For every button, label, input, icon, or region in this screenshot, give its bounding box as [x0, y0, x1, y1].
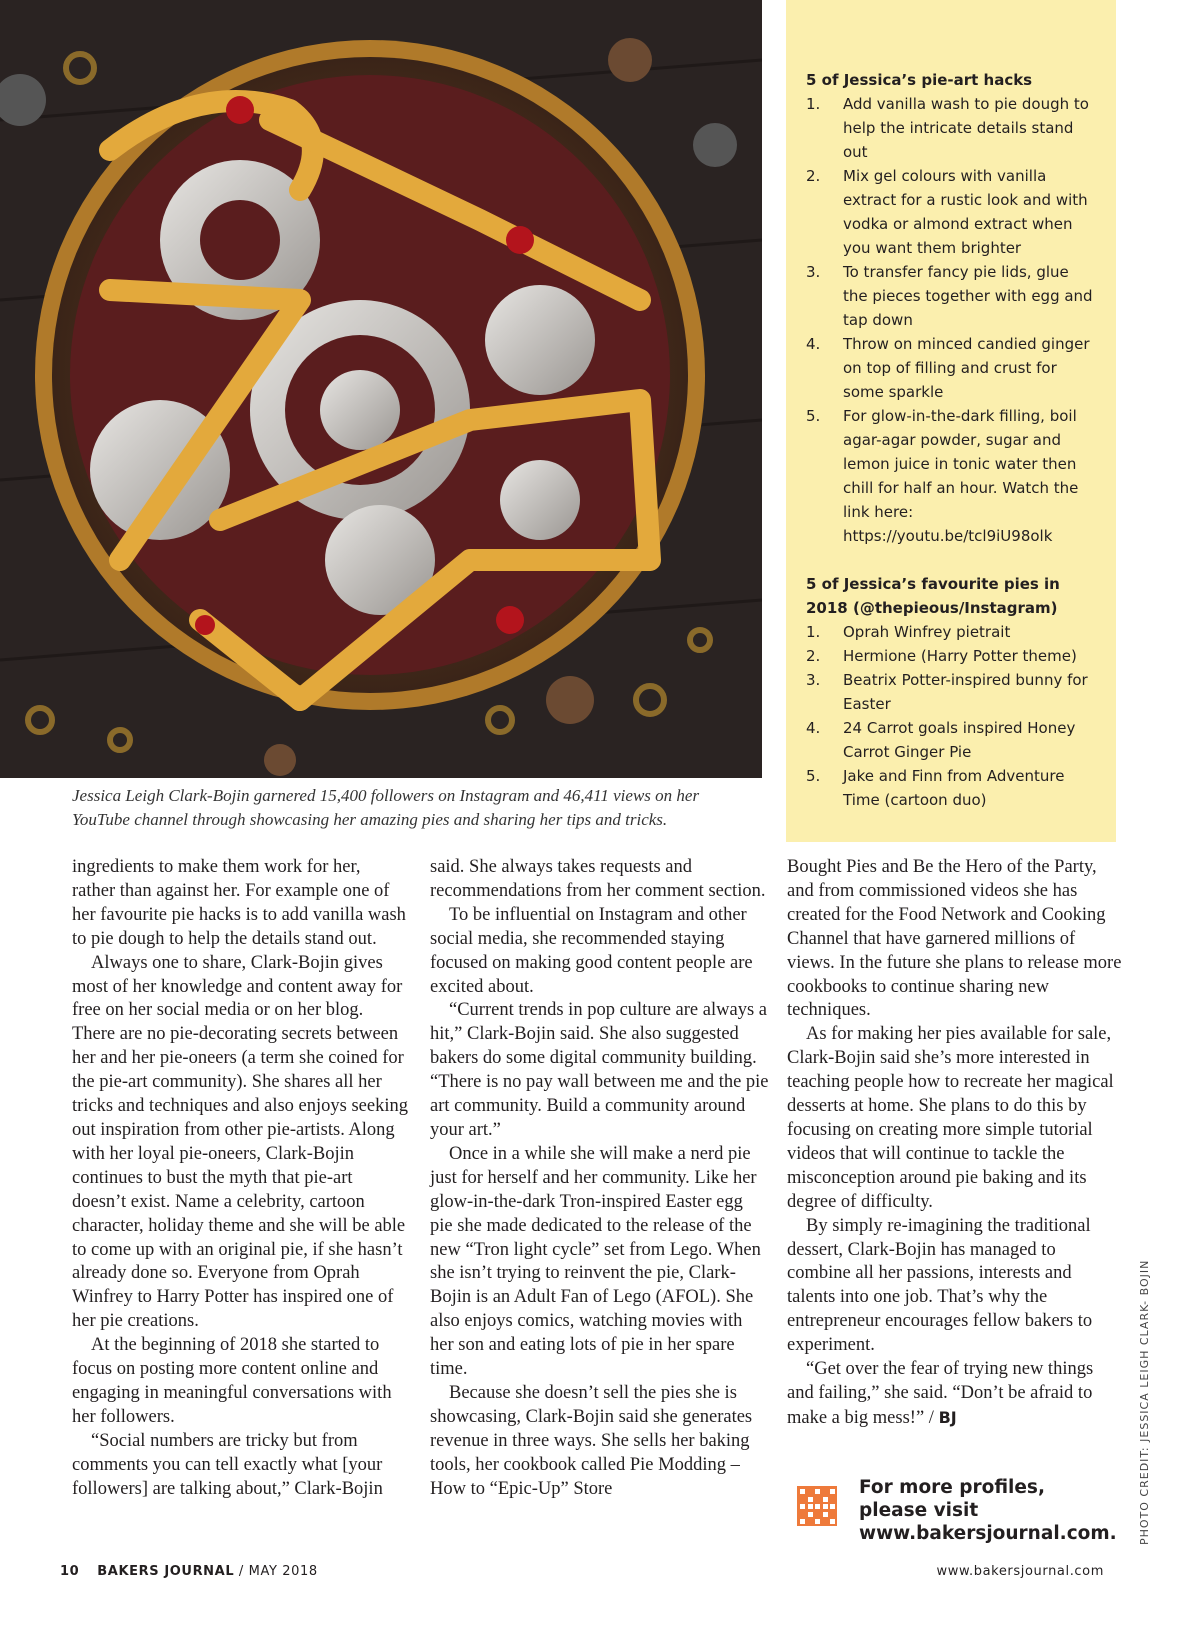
list-item: [806, 260, 1096, 332]
page-number: 10: [60, 1564, 80, 1579]
grid-icon-dot: [808, 1504, 813, 1509]
list-item: [806, 764, 1096, 812]
hacks-list: [806, 92, 1096, 548]
list-item: [806, 404, 1096, 548]
closing-quote: “Get over the fear of trying new things and failing,” she said. “Don’t be afraid to make a big mess!” /: [787, 1359, 1094, 1428]
list-number: 5.: [806, 767, 821, 785]
list-text: For glow-in-the-dark filling, boil agar-agar powder, sugar and lemon juice in tonic water then chill for half an hour. Watch the link here: https://youtu.be/tcl9iU98olk: [843, 407, 1079, 545]
list-text: Oprah Winfrey pietrait: [843, 623, 1011, 641]
article-column-1: [72, 856, 408, 1501]
paragraph: “Current trends in pop culture are always a hit,” Clark-Bojin said. She also suggested bakers do some digital community building. “There is no pay wall between me and the pie art community. Build a community around your art.”: [430, 1000, 769, 1140]
list-item: [806, 620, 1096, 644]
paragraph: At the beginning of 2018 she started to focus on posting more content online and engaging in meaningful conversations with her followers.: [72, 1335, 392, 1427]
promo-link[interactable]: www.bakersjournal.com.: [859, 1523, 1117, 1544]
paragraph: Always one to share, Clark-Bojin gives most of her knowledge and content away for free on her social media or on her blog. There are no pie-decorating secrets between her and her pie-oneers (a term she coined for the pie-art community). She shares all her tricks and techniques and also enjoys seeking out inspiration from other pie-artists. Along with her loyal pie-oneers, Clark-Bojin continues to bust the myth that pie-art doesn’t exist. Name a celebrity, cartoon character, holiday theme and she will be able to come up with an original pie, if she hasn’t already done so. Everyone from Oprah Winfrey to Harry Potter has inspired one of her pie creations.: [72, 952, 408, 1332]
list-text: Beatrix Potter-inspired bunny for Easter: [843, 671, 1088, 713]
list-number: 2.: [806, 647, 821, 665]
paragraph: [787, 1358, 1123, 1431]
list-text: To transfer fancy pie lids, glue the pieces together with egg and tap down: [843, 263, 1093, 329]
grid-icon-dot: [815, 1504, 820, 1509]
list-text: Jake and Finn from Adventure Time (cartoon duo): [843, 767, 1065, 809]
paragraph: Because she doesn’t sell the pies she is showcasing, Clark-Bojin said she generates revenue in three ways. She sells her baking tools, her cookbook called Pie Modding – How to “Epic-Up” Store: [430, 1382, 753, 1499]
list-item: [806, 644, 1096, 668]
tips-sidebar: [786, 0, 1116, 842]
promo-text: [859, 1476, 1129, 1545]
author-signature: BJ: [938, 1407, 957, 1427]
profiles-promo: [797, 1476, 1127, 1556]
paragraph: “Social numbers are tricky but from comments you can tell exactly what [your followers] are talking about,” Clark-Bojin: [72, 1430, 383, 1499]
footer-website[interactable]: www.bakersjournal.com: [936, 1564, 1104, 1579]
grid-icon: [797, 1486, 837, 1526]
list-text: Mix gel colours with vanilla extract for a rustic look and with vodka or almond extract when you want them brighter: [843, 167, 1088, 257]
paragraph: Bought Pies and Be the Hero of the Party, and from commissioned videos she has created for the Food Network and Cooking Channel that have garnered millions of views. In the future she plans to release more cookbooks to continue sharing new techniques.: [787, 857, 1122, 1021]
paragraph: said. She always takes requests and recommendations from her comment section.: [430, 857, 766, 901]
list-number: 3.: [806, 263, 821, 281]
grid-icon-dot: [823, 1512, 828, 1517]
pie-photo: [0, 0, 762, 778]
grid-icon-dot: [800, 1489, 805, 1494]
issue-date: / MAY 2018: [234, 1564, 318, 1579]
list-number: 1.: [806, 623, 821, 641]
photo-caption: Jessica Leigh Clark-Bojin garnered 15,400 followers on Instagram and 46,411 views on her YouTube channel through showcasing her amazing pies and sharing her tips and tricks.: [72, 786, 700, 829]
list-number: 4.: [806, 335, 821, 353]
list-number: 1.: [806, 95, 821, 113]
paragraph: As for making her pies available for sale, Clark-Bojin said she’s more interested in teaching people how to recreate her magical desserts at home. She plans to do this by focusing on creating more simple tutorial videos that will continue to tackle the misconception around pie baking and its degree of difficulty.: [787, 1024, 1114, 1212]
grid-icon-dot: [808, 1497, 813, 1502]
promo-line: please visit: [859, 1500, 979, 1521]
list-item: [806, 164, 1096, 260]
grid-icon-dot: [800, 1504, 805, 1509]
article-column-2: [430, 856, 770, 1501]
grid-icon-dot: [800, 1519, 805, 1524]
favourites-list: [806, 620, 1096, 812]
list-number: 2.: [806, 167, 821, 185]
grid-icon-dot: [808, 1512, 813, 1517]
grid-icon-dot: [830, 1489, 835, 1494]
list-number: 5.: [806, 407, 821, 425]
hacks-heading: 5 of Jessica’s pie-art hacks: [806, 71, 1033, 89]
page-footer: [60, 1564, 318, 1579]
grid-icon-dot: [815, 1489, 820, 1494]
paragraph: To be influential on Instagram and other social media, she recommended staying focused on making good content people are excited about.: [430, 904, 753, 997]
list-item: [806, 668, 1096, 716]
grid-icon-dot: [830, 1504, 835, 1509]
article-column-3: [787, 856, 1123, 1431]
favourites-heading: 5 of Jessica’s favourite pies in 2018 (@thepieous/Instagram): [806, 575, 1060, 617]
grid-icon-dot: [815, 1519, 820, 1524]
list-text: 24 Carrot goals inspired Honey Carrot Ginger Pie: [843, 719, 1076, 761]
promo-line: For more profiles,: [859, 1477, 1045, 1498]
list-text: Hermione (Harry Potter theme): [843, 647, 1077, 665]
paragraph: ingredients to make them work for her, rather than against her. For example one of her favourite pie hacks is to add vanilla wash to pie dough to help the details stand out.: [72, 857, 406, 949]
grid-icon-dot: [823, 1504, 828, 1509]
list-item: [806, 92, 1096, 164]
paragraph: By simply re-imagining the traditional dessert, Clark-Bojin has managed to combine all her passions, interests and talents into one job. That’s why the entrepreneur encourages fellow bakers to experiment.: [787, 1215, 1093, 1356]
list-text: Throw on minced candied ginger on top of filling and crust for some sparkle: [843, 335, 1090, 401]
paragraph: Once in a while she will make a nerd pie just for herself and her community. Like her glow-in-the-dark Tron-inspired Easter egg pie she made dedicated to the release of the new “Tron light cycle” set from Lego. When she isn’t trying to reinvent the pie, Clark-Bojin is an Adult Fan of Lego (AFOL). She also enjoys comics, watching movies with her son and eating lots of pie in her spare time.: [430, 1143, 761, 1380]
list-item: [806, 716, 1096, 764]
grid-icon-dot: [823, 1497, 828, 1502]
list-item: [806, 332, 1096, 404]
magazine-name: BAKERS JOURNAL: [97, 1564, 235, 1579]
photo-credit: PHOTO CREDIT: JESSICA LEIGH CLARK- BOJIN: [1138, 1259, 1151, 1545]
list-number: 4.: [806, 719, 821, 737]
list-text: Add vanilla wash to pie dough to help the intricate details stand out: [843, 95, 1089, 161]
grid-icon-dot: [830, 1519, 835, 1524]
list-number: 3.: [806, 671, 821, 689]
